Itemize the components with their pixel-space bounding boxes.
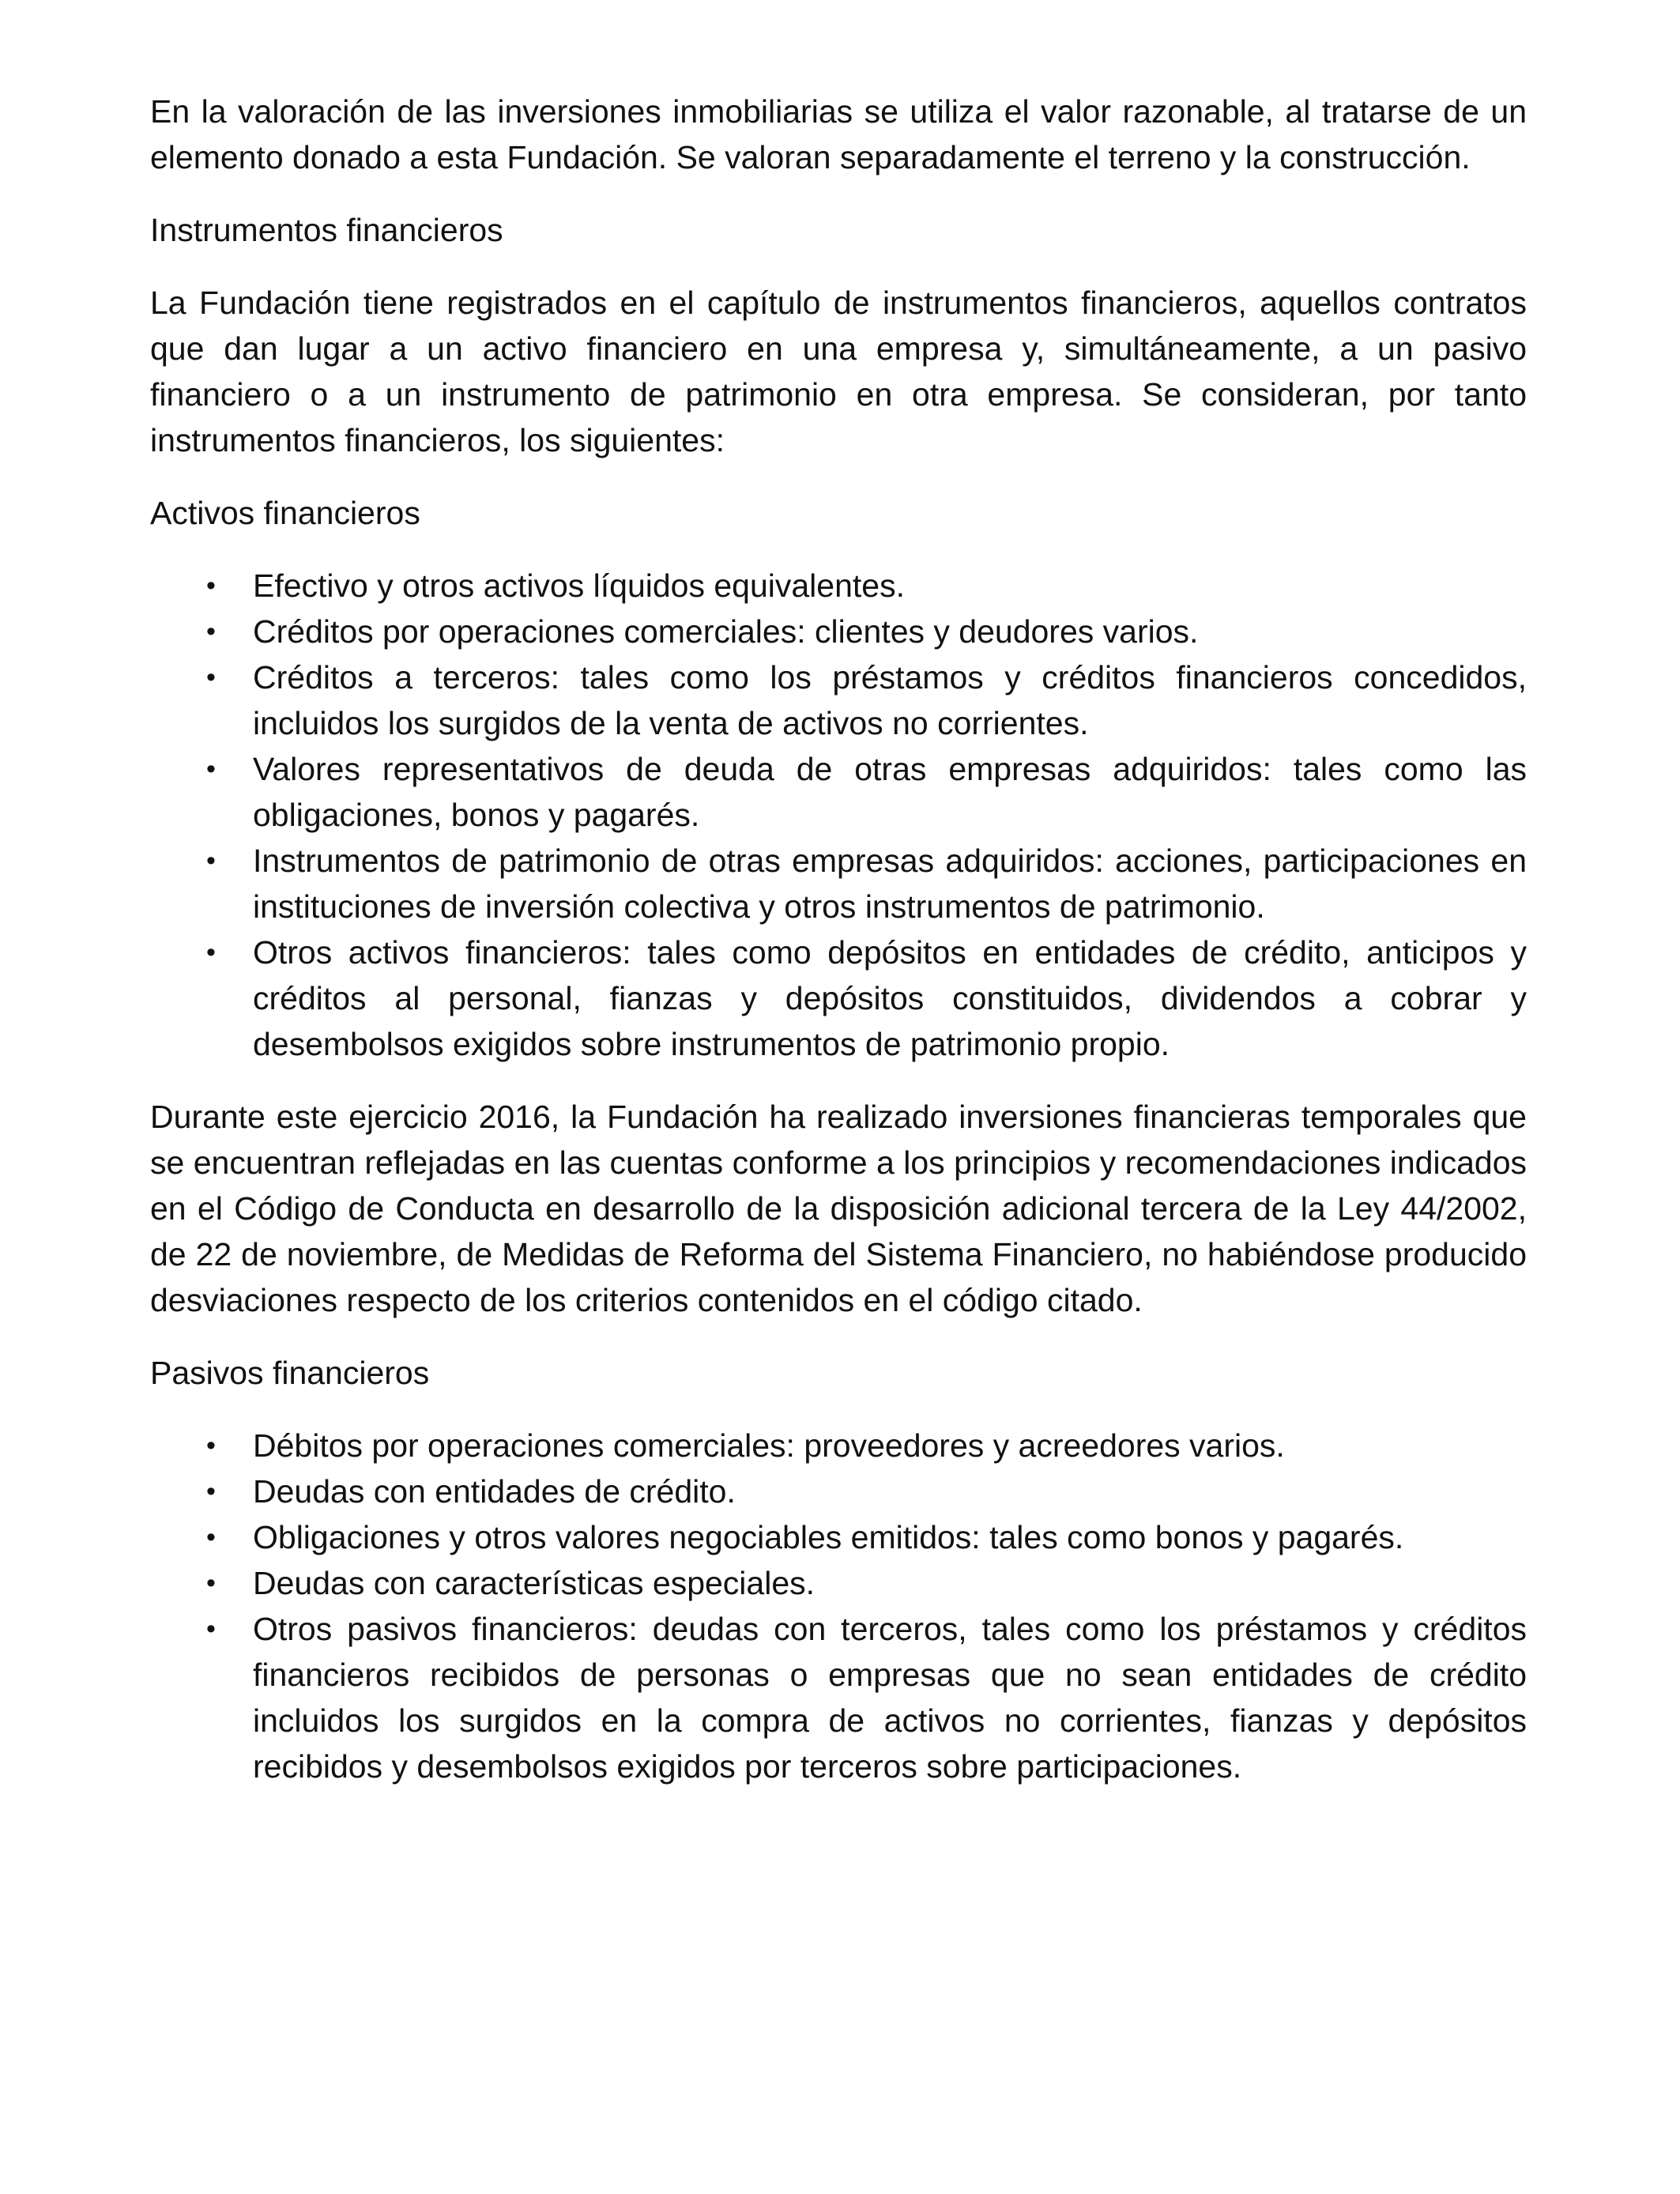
paragraph-instrumentos: La Fundación tiene registrados en el capítulo de instrumentos financieros, aquellos contratos que dan lugar a un activo financiero en una empresa y, simultáneamente, a un pasivo financiero o a un instrumento de patrimonio en otra empresa. Se consideran, por tanto instrumentos financieros, los siguientes: <box>150 285 1527 458</box>
list-item-text: Débitos por operaciones comerciales: proveedores y acreedores varios. <box>253 1427 1285 1464</box>
document-page <box>150 89 1527 1789</box>
heading-activos-financieros: Activos financieros <box>150 495 420 531</box>
list-item <box>150 1423 1527 1468</box>
list-item-text: Créditos a terceros: tales como los préstamos y créditos financieros concedidos, incluidos los surgidos de la venta de activos no corrientes. <box>253 659 1527 741</box>
spacer <box>150 463 1527 490</box>
bullet-icon: • <box>206 1568 216 1598</box>
spacer <box>150 1396 1527 1423</box>
bullet-icon: • <box>206 937 216 967</box>
bullet-icon: • <box>206 1522 216 1552</box>
paragraph-ejercicio-2016: Durante este ejercicio 2016, la Fundación ha realizado inversiones financieras temporales que se encuentran reflejadas en las cuentas conforme a los principios y recomendaciones indicados en el Código de Conducta en desarrollo de la disposición adicional tercera de la Ley 44/2002, de 22 de noviembre, de Medidas de Reforma del Sistema Financiero, no habiéndose producido desviaciones respecto de los criterios contenidos en el código citado. <box>150 1099 1527 1318</box>
bullet-icon: • <box>206 616 216 647</box>
list-item-text: Valores representativos de deuda de otras empresas adquiridos: tales como las obligaciones, bonos y pagarés. <box>253 751 1527 833</box>
list-item <box>150 929 1527 1067</box>
bullet-icon: • <box>206 571 216 601</box>
heading-instrumentos-financieros: Instrumentos financieros <box>150 212 503 248</box>
list-item <box>150 609 1527 654</box>
list-item-text: Instrumentos de patrimonio de otras empresas adquiridos: acciones, participaciones en instituciones de inversión colectiva y otros instrumentos de patrimonio. <box>253 843 1527 925</box>
list-item-text: Créditos por operaciones comerciales: clientes y deudores varios. <box>253 613 1199 650</box>
pasivos-list <box>150 1423 1527 1789</box>
paragraph-valoracion: En la valoración de las inversiones inmobiliarias se utiliza el valor razonable, al tratarse de un elemento donado a esta Fundación. Se valoran separadamente el terreno y la construcción. <box>150 93 1527 175</box>
list-item <box>150 1514 1527 1560</box>
spacer <box>150 536 1527 563</box>
bullet-icon: • <box>206 754 216 784</box>
list-item-text: Deudas con características especiales. <box>253 1565 816 1601</box>
bullet-icon: • <box>206 1614 216 1644</box>
bullet-icon: • <box>206 1431 216 1461</box>
list-item-text: Deudas con entidades de crédito. <box>253 1473 736 1510</box>
list-item <box>150 746 1527 838</box>
list-item <box>150 563 1527 609</box>
activos-list <box>150 563 1527 1067</box>
list-item <box>150 1468 1527 1514</box>
spacer <box>150 1067 1527 1094</box>
spacer <box>150 1323 1527 1350</box>
list-item-text: Otros activos financieros: tales como depósitos en entidades de crédito, anticipos y créditos al personal, fianzas y depósitos constituidos, dividendos a cobrar y desembolsos exigidos sobre instrumentos de patrimonio propio. <box>253 934 1527 1062</box>
list-item-text: Otros pasivos financieros: deudas con terceros, tales como los préstamos y créditos financieros recibidos de personas o empresas que no sean entidades de crédito incluidos los surgidos en la compra de activos no corrientes, fianzas y depósitos recibidos y desembolsos exigidos por terceros sobre participaciones. <box>253 1611 1527 1785</box>
bullet-icon: • <box>206 662 216 692</box>
list-item <box>150 1606 1527 1789</box>
list-item <box>150 654 1527 746</box>
list-item-text: Efectivo y otros activos líquidos equivalentes. <box>253 567 905 604</box>
bullet-icon: • <box>206 1476 216 1506</box>
list-item <box>150 838 1527 929</box>
list-item-text: Obligaciones y otros valores negociables emitidos: tales como bonos y pagarés. <box>253 1519 1404 1555</box>
heading-pasivos-financieros: Pasivos financieros <box>150 1355 430 1391</box>
spacer <box>150 253 1527 280</box>
spacer <box>150 180 1527 207</box>
list-item <box>150 1560 1527 1606</box>
bullet-icon: • <box>206 846 216 876</box>
